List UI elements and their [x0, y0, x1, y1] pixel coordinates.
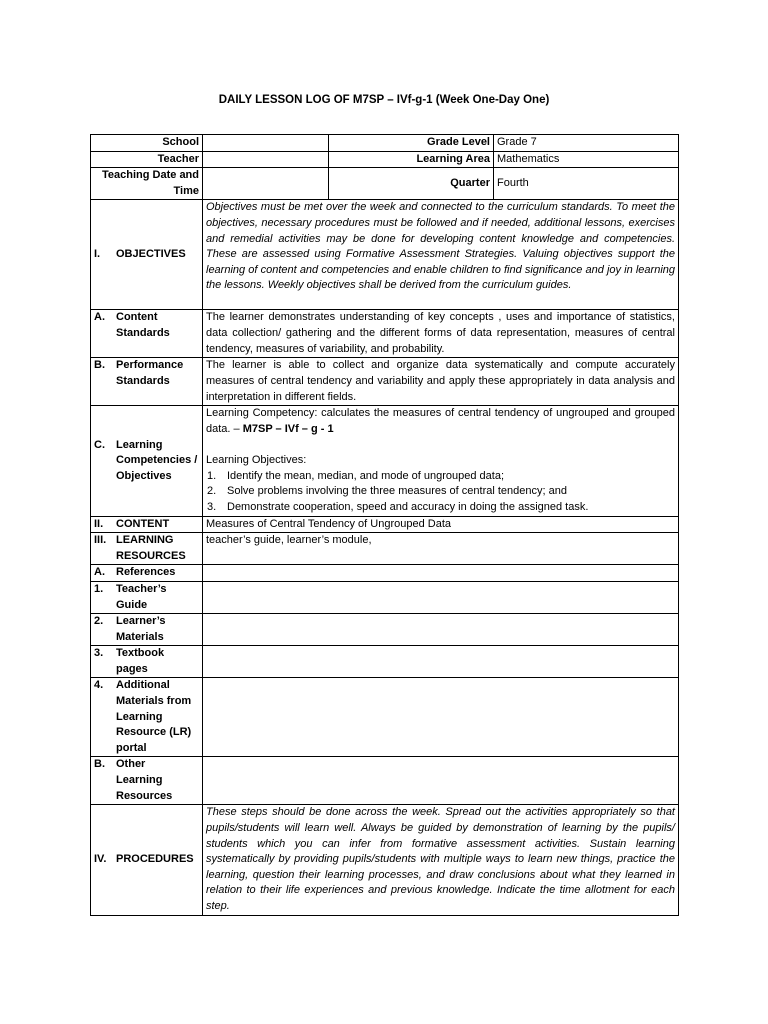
- row-additional-materials: [91, 678, 679, 757]
- other-resources-heading: B. Other Learning Resources: [91, 757, 203, 805]
- learning-objective-item: 1. Identify the mean, median, and mode of ungrouped data;: [207, 469, 505, 482]
- lesson-log-table: [90, 134, 679, 916]
- row-other-resources: [91, 757, 679, 805]
- teaching-date-value: [203, 168, 329, 200]
- row-procedures: [91, 805, 679, 915]
- row-competencies: [91, 406, 679, 516]
- references-heading: A. References: [91, 565, 203, 582]
- quarter-value: Fourth: [494, 168, 679, 200]
- textbook-pages-value: [203, 646, 679, 678]
- learning-objectives-list: [206, 469, 675, 516]
- procedures-text: These steps should be done across the week. Spread out the activities appropriately so that pupils/students will learn well. Always be guided by demonstration of learning by the pupils/ students which you can infer from formative assessment activities. Sustain learning systematically by providing pupils/students with multiple ways to learn new things, practice the learning, question their learning processes, and draw conclusions about what they learned in relation to their life experiences and previous knowledge. Indicate the time allotment for each step.: [203, 805, 679, 915]
- learning-area-label: Learning Area: [329, 151, 494, 168]
- performance-standards-text: The learner is able to collect and organize data systematically and compute accurately measures of central tendency and variability and apply these appropriately in data analysis and interpretation in different fields.: [203, 358, 679, 406]
- additional-materials-value: [203, 678, 679, 757]
- learning-resources-heading: III. LEARNING RESOURCES: [91, 533, 203, 565]
- objectives-text: Objectives must be met over the week and connected to the curriculum standards. To meet the objectives, necessary procedures must be followed and if needed, additional lessons, exercises and remedial activities may be done for developing content knowledge and competencies. These are assessed using Formative Assessment Strategies. Valuing objectives support the learning of content and competencies and enable children to find significance and joy in learning the lessons. Weekly objectives shall be derived from the curriculum guides.: [203, 200, 679, 310]
- additional-materials-heading: 4. Additional Materials from Learning Resource (LR) portal: [91, 678, 203, 757]
- content-standards-text: The learner demonstrates understanding of key concepts , uses and importance of statistics, data collection/ gathering and the different forms of data representation, measures of central tendency, measures of variability, and probability.: [203, 310, 679, 358]
- quarter-label: Quarter: [329, 168, 494, 200]
- performance-standards-heading: B. Performance Standards: [91, 358, 203, 406]
- row-learning-resources: [91, 533, 679, 565]
- competency-code: M7SP – IVf – g - 1: [242, 422, 334, 435]
- row-references: [91, 565, 679, 582]
- row-teacher: [91, 151, 679, 168]
- row-content: [91, 516, 679, 533]
- other-resources-value: [203, 757, 679, 805]
- learners-materials-value: [203, 614, 679, 646]
- learning-resources-text: teacher’s guide, learner’s module,: [203, 533, 679, 565]
- grade-level-label: Grade Level: [329, 135, 494, 152]
- row-learners-materials: [91, 614, 679, 646]
- content-standards-heading: A. Content Standards: [91, 310, 203, 358]
- competency-statement: Learning Competency: calculates the measures of central tendency of ungrouped and grouped data. – M7SP – IVf – g - 1: [206, 407, 675, 435]
- content-text: Measures of Central Tendency of Ungrouped Data: [203, 516, 679, 533]
- learning-objective-item: 2. Solve problems involving the three measures of central tendency; and: [207, 485, 567, 498]
- row-date: [91, 168, 679, 200]
- competencies-cell: [203, 406, 679, 516]
- references-value: [203, 565, 679, 582]
- teachers-guide-value: [203, 581, 679, 613]
- row-teachers-guide: [91, 581, 679, 613]
- procedures-heading: IV. PROCEDURES: [91, 805, 203, 915]
- row-performance-standards: [91, 358, 679, 406]
- row-objectives: [91, 200, 679, 310]
- grade-level-value: Grade 7: [494, 135, 679, 152]
- teacher-label: Teacher: [91, 151, 203, 168]
- document-title: DAILY LESSON LOG OF M7SP – IVf-g-1 (Week One-Day One): [218, 94, 550, 106]
- learners-materials-heading: 2. Learner’s Materials: [91, 614, 203, 646]
- learning-objective-item: 3. Demonstrate cooperation, speed and accuracy in doing the assigned task.: [207, 500, 589, 513]
- competencies-heading: C. Learning Competencies / Objectives: [91, 406, 203, 516]
- textbook-pages-heading: 3. Textbook pages: [91, 646, 203, 678]
- school-value: [203, 135, 329, 152]
- teaching-date-label: Teaching Date and Time: [91, 168, 203, 200]
- content-heading: II. CONTENT: [91, 516, 203, 533]
- row-textbook-pages: [91, 646, 679, 678]
- row-school: [91, 135, 679, 152]
- school-label: School: [91, 135, 203, 152]
- row-content-standards: [91, 310, 679, 358]
- teacher-value: [203, 151, 329, 168]
- objectives-heading: I. OBJECTIVES: [91, 200, 203, 310]
- learning-objectives-heading: Learning Objectives:: [206, 454, 307, 467]
- learning-area-value: Mathematics: [494, 151, 679, 168]
- teachers-guide-heading: 1. Teacher’s Guide: [91, 581, 203, 613]
